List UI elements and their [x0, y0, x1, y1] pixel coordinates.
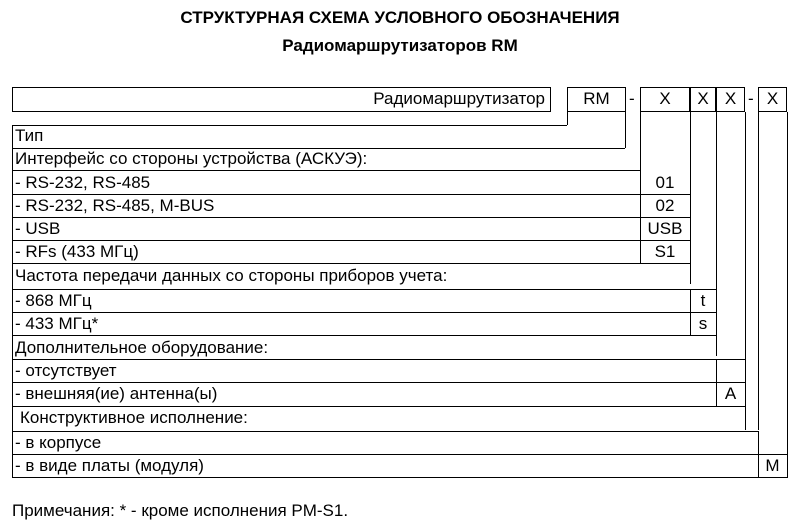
row-line — [12, 217, 690, 218]
design-item-label: - в виде платы (модуля) — [15, 456, 204, 475]
type-label: Тип — [15, 126, 44, 145]
row-line — [12, 477, 787, 478]
interface-item-code: 01 — [655, 173, 675, 192]
table-left-edge — [12, 125, 13, 478]
interface-item-label: - RS-232, RS-485, M-BUS — [15, 196, 215, 215]
frequency-item-label: - 433 МГц* — [15, 314, 99, 333]
row-line — [12, 240, 690, 241]
row-line — [12, 194, 690, 195]
frequency-header: Частота передачи данных со стороны приборов учета: — [15, 266, 448, 285]
interface-item-label: - RS-232, RS-485 — [15, 173, 151, 192]
frequency-item-code: t — [700, 291, 706, 310]
equipment-header: Дополнительное оборудование: — [15, 338, 269, 357]
row-line — [12, 382, 745, 383]
interface-item-label: - USB — [15, 219, 61, 238]
row-line — [12, 312, 716, 313]
row-line — [12, 125, 567, 126]
row-line — [12, 406, 745, 407]
connector-prefix-left — [567, 112, 568, 125]
document-title: СТРУКТУРНАЯ СХЕМА УСЛОВНОГО ОБОЗНАЧЕНИЯ — [180, 8, 620, 27]
interface-item-code: USB — [647, 219, 683, 238]
design-item-code: M — [765, 456, 780, 475]
header-name-label: Радиомаршрутизатор — [373, 89, 545, 108]
frequency-item-label: - 868 МГц — [15, 291, 92, 310]
header-code-1: X — [659, 89, 671, 108]
equipment-item-label: - внешняя(ие) антенна(ы) — [15, 384, 218, 403]
header-prefix: RM — [583, 89, 610, 108]
design-header: Конструктивное исполнение: — [20, 408, 248, 427]
row-line — [12, 359, 745, 360]
header-code-3: X — [724, 89, 737, 108]
design-item-label: - в корпусе — [15, 433, 102, 452]
connector-code4-right — [787, 112, 788, 478]
header-code-2: X — [697, 89, 709, 108]
header-code-4: X — [766, 89, 779, 108]
footnote: Примечания: * - кроме исполнения PM-S1. — [12, 501, 349, 520]
connector-code3-right — [745, 112, 746, 430]
connector-code1-left — [640, 112, 641, 170]
equipment-item-code: A — [724, 384, 737, 403]
connector-prefix-right — [625, 112, 626, 148]
connector-code4-left — [758, 112, 759, 430]
row-line — [12, 431, 758, 432]
document-subtitle: Радиомаршрутизаторов RM — [282, 36, 518, 55]
connector-code1-right — [690, 112, 691, 284]
header-dash-1: - — [629, 89, 635, 108]
interface-item-label: - RFs (433 МГц) — [15, 242, 139, 261]
row-line — [12, 335, 716, 336]
interface-item-code: 02 — [655, 196, 675, 215]
interface-item-code: S1 — [654, 242, 676, 261]
row-line — [12, 263, 690, 264]
header-dash-2: - — [748, 89, 754, 108]
equipment-item-label: - отсутствует — [15, 361, 117, 380]
connector-code2-right — [716, 112, 717, 356]
row-line — [12, 170, 640, 171]
frequency-item-code: s — [698, 314, 708, 333]
row-line — [12, 454, 787, 455]
row-line — [12, 289, 716, 290]
interface-header: Интерфейс со стороны устройства (АСКУЭ): — [15, 149, 368, 168]
